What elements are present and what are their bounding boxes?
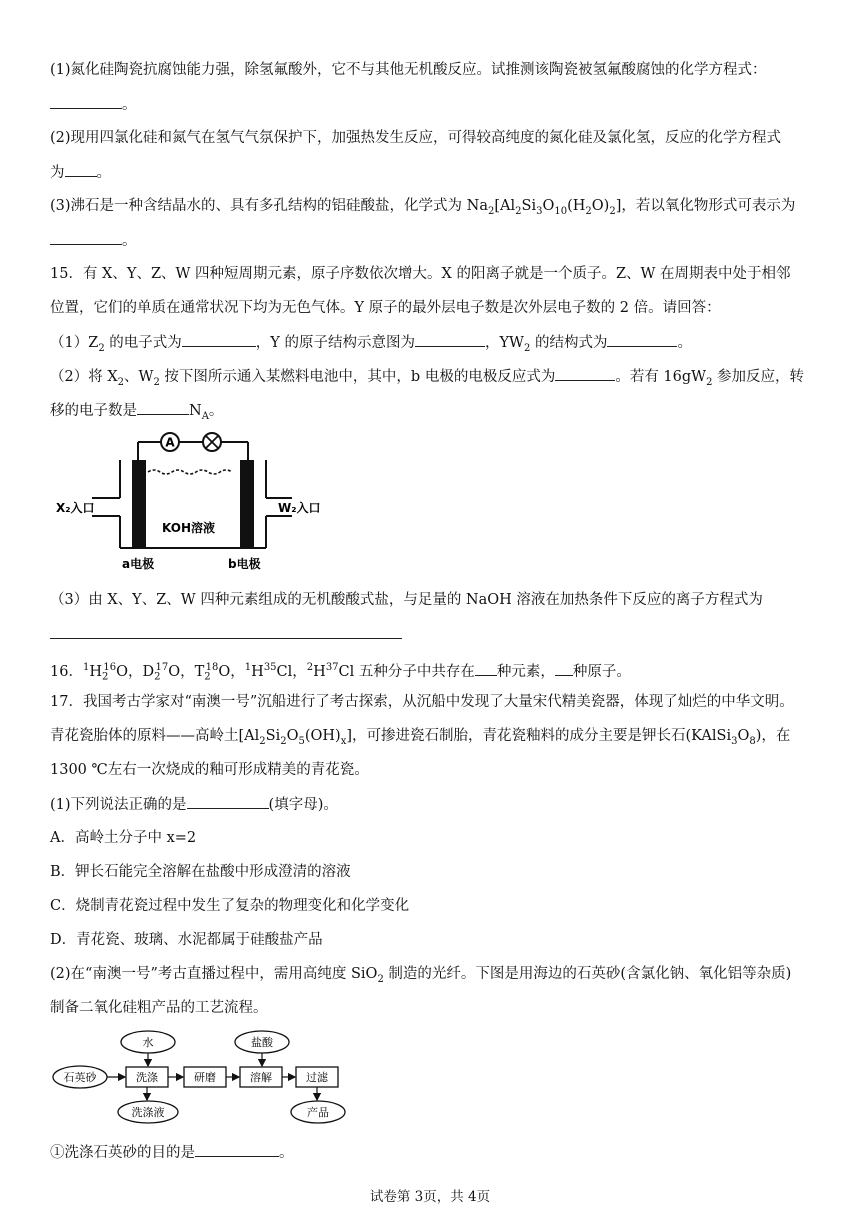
svg-text:石英砂: 石英砂 [63,1071,97,1084]
answer-blank[interactable] [137,400,189,415]
q14-part1-answer: 。 [50,94,137,115]
w2-inlet-label: W₂入口 [278,501,321,515]
svg-text:溶解: 溶解 [250,1071,272,1084]
q17-part2-cont: 制备二氧化硅粗产品的工艺流程。 [50,1000,268,1016]
electrolyte-label: KOH溶液 [162,521,216,535]
q17-stem-cont2: 1300 ℃左右一次烧成的釉可形成精美的青花瓷。 [50,762,369,778]
answer-blank[interactable] [475,661,497,676]
q15-part2: （2）将 $X_2$、$W_2$ 按下图所示通入某燃料电池中，其中，b 电极的电极反应式为 。若有 $16gW_2$ 参加反应，转 [50,366,804,393]
b-electrode [240,460,254,548]
svg-text:水: 水 [142,1036,154,1049]
page-footer: 试卷第 3页，共 4页 [369,1189,491,1205]
q15-stem: 15．有 X、Y、Z、W 四种短周期元素，原子序数依次增大。X 的阳离子就是一个质子。Z、W 在周期表中处于相邻 [50,266,791,282]
process-flow-chart [50,1028,370,1128]
answer-blank[interactable] [607,332,677,347]
q15-stem-cont: 位置，它们的单质在通常状况下均为无色气体。Y 原子的最外层电子数是次外层电子数的 2 倍。请回答： [50,300,721,316]
q16: 16．$^1H_2^{16}O$，$D_2^{17}O$，$T_2^{18}O$，$^1H^{35}Cl$，$^2H^{37}Cl$ 五种分子中共存在 种元素， 种原子。 [50,662,631,683]
q17-stem-cont: 青花瓷胎体的原料——高岭土$[Al_2Si_2O_5(OH)_x]$，可掺进瓷石制胎，青花瓷釉料的成分主要是钾长石$(KAlSi_3O_8)$，在 [50,728,791,747]
q17-stem: 17．我国考古学家对“南澳一号”沉船进行了考古探索，从沉船中发现了大量宋代精美瓷器，体现了灿烂的中华文明。 [50,694,794,710]
fuel-cell-diagram [52,428,332,576]
answer-blank[interactable] [555,366,615,381]
q14-part3-answer: 。 [50,230,137,251]
q17-part2: (2)在“南澳一号”考古直播过程中，需用高纯度 SiO$_2$ 制造的光纤。下图是用海边的石英砂(含氯化钠、氧化铝等杂质) [50,966,792,985]
answer-blank[interactable] [182,332,256,347]
option-c[interactable]: C．烧制青花瓷过程中发生了复杂的物理变化和化学变化 [50,898,410,914]
svg-text:过滤: 过滤 [306,1071,328,1084]
x2-inlet-label: X₂入口 [56,501,95,515]
q17-part1: (1)下列说法正确的是 (填字母)。 [50,794,338,815]
svg-text:产品: 产品 [307,1106,329,1119]
answer-blank[interactable] [50,94,122,109]
option-b[interactable]: B．钾长石能完全溶解在盐酸中形成澄清的溶液 [50,864,351,880]
q14-part1 [50,60,767,80]
q14-part3: (3)沸石是一种含结晶水的、具有多孔结构的铝硅酸盐，化学式为 $Na_2[Al_2Si_3O_{10}(H_2O)_2]$，若以氧化物形式可表示为 [50,198,796,217]
q17-part2-sub1: ①洗涤石英砂的目的是 。 [50,1142,294,1163]
q14-part1-text: (1)氮化硅陶瓷抗腐蚀能力强，除氢氟酸外，它不与其他无机酸反应。试推测该陶瓷被氢氟酸腐蚀的化学方程式： [50,62,767,78]
ammeter-label: A [165,435,175,450]
answer-blank[interactable] [195,1142,279,1157]
a-electrode [132,460,146,548]
b-electrode-label: b电极 [228,557,261,571]
answer-blank[interactable] [65,162,97,177]
answer-blank[interactable] [187,794,269,809]
q15-part3: （3）由 X、Y、Z、W 四种元素组成的无机酸酸式盐，与足量的 NaOH 溶液在加热条件下反应的离子方程式为 [50,592,763,608]
a-electrode-label: a电极 [122,557,155,571]
svg-text:盐酸: 盐酸 [251,1036,273,1049]
q15-part2-cont: 移的电子数是 $N_A$。 [50,400,223,427]
q14-part2-answer: 为 。 [50,162,111,183]
answer-blank[interactable] [415,332,485,347]
answer-blank[interactable] [555,661,573,676]
option-d[interactable]: D．青花瓷、玻璃、水泥都属于硅酸盐产品 [50,932,323,948]
option-a[interactable]: A．高岭土分子中 x=2 [50,830,197,846]
svg-text:洗涤液: 洗涤液 [131,1106,165,1119]
answer-line[interactable] [50,638,402,639]
q14-part2: (2)现用四氯化硅和氮气在氢气气氛保护下，加强热发生反应，可得较高纯度的氮化硅及氯化氢，反应的化学方程式 [50,130,782,146]
q15-part1: $(1)Z_2$ 的电子式为 ，Y 的原子结构示意图为 ，$YW_2$ 的结构式为 。 [50,332,692,359]
svg-text:研磨: 研磨 [194,1071,216,1084]
svg-text:洗涤: 洗涤 [136,1071,158,1084]
answer-blank[interactable] [50,230,122,245]
